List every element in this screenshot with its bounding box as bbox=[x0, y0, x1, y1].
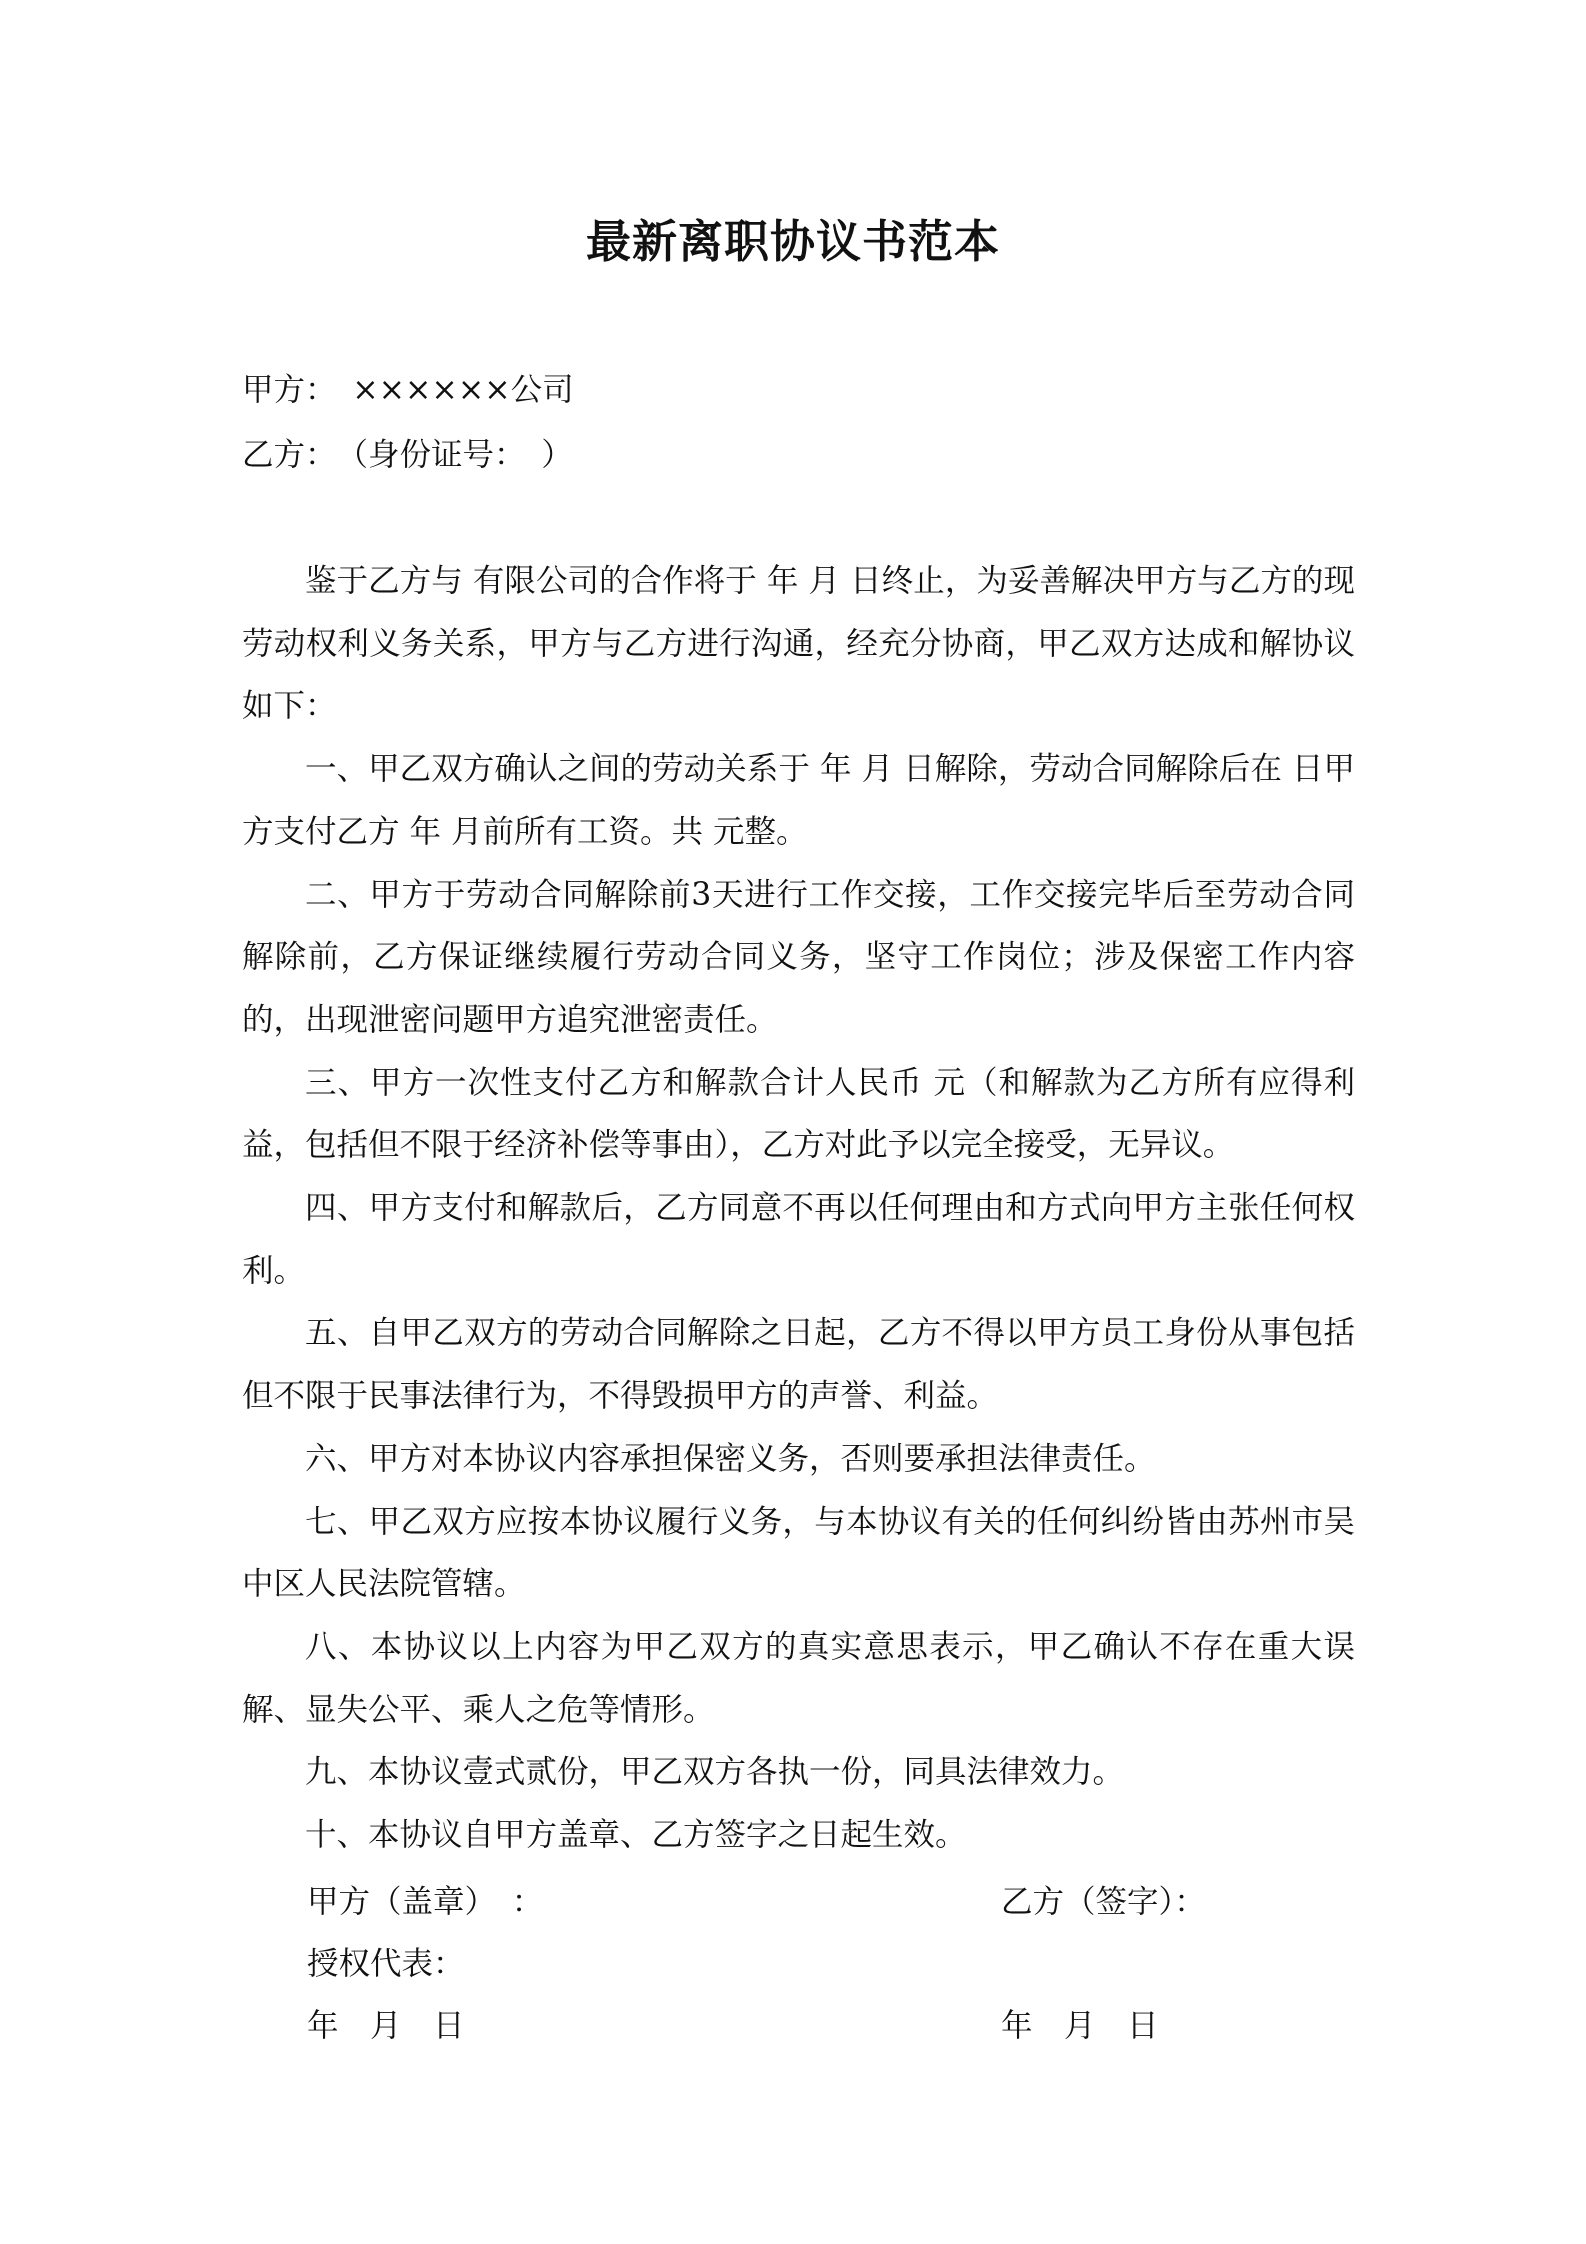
clause-10: 十、本协议自甲方盖章、乙方签字之日起生效。 bbox=[305, 1817, 967, 1854]
party-a-seal-label: 甲方（盖章） ： bbox=[307, 1884, 544, 1920]
clause-2: 二、甲方于劳动合同解除前3天进行工作交接，工作交接完毕后至劳动合同解除前，乙方保证继续履行劳动合同义务，坚守工作岗位；涉及保密工作内容的，出现泄密问题甲方追究泄密责任。 bbox=[242, 876, 1355, 1038]
clause-7: 七、甲乙双方应按本协议履行义务，与本协议有关的任何纠纷皆由苏州市吴中区人民法院管辖。 bbox=[242, 1503, 1355, 1603]
clause-5: 五、自甲乙双方的劳动合同解除之日起，乙方不得以甲方员工身份从事包括但不限于民事法律行为，不得毁损甲方的声誉、利益。 bbox=[242, 1315, 1355, 1415]
clause-1: 一、甲乙双方确认之间的劳动关系于 年 月 日解除，劳动合同解除后在 日甲方支付乙方 年 月前所有工资。共 元整。 bbox=[242, 751, 1355, 850]
clause-3: 三、甲方一次性支付乙方和解款合计人民币 元（和解款为乙方所有应得利益，包括但不限于经济补偿等事由），乙方对此予以完全接受，无异议。 bbox=[242, 1064, 1355, 1164]
clause-9: 九、本协议壹式贰份，甲乙双方各执一份，同具法律效力。 bbox=[305, 1754, 1125, 1791]
party-b-date: 年 月 日 bbox=[1001, 2008, 1159, 2044]
agreement-body bbox=[242, 550, 1355, 1867]
party-a-date: 年 月 日 bbox=[307, 2008, 465, 2044]
preamble-paragraph: 鉴于乙方与 有限公司的合作将于 年 月 日终止，为妥善解决甲方与乙方的现劳动权利义务关系，甲方与乙方进行沟通，经充分协商，甲乙双方达成和解协议如下： bbox=[242, 563, 1355, 725]
clause-8: 八、本协议以上内容为甲乙双方的真实意思表示，甲乙确认不存在重大误解、显失公平、乘人之危等情形。 bbox=[242, 1628, 1355, 1728]
document-title: 最新离职协议书范本 bbox=[585, 215, 1000, 268]
party-b-line: 乙方： （身份证号： ） bbox=[242, 437, 573, 473]
party-b-sign-label: 乙方（签字）： bbox=[1001, 1884, 1206, 1920]
clause-4: 四、甲方支付和解款后，乙方同意不再以任何理由和方式向甲方主张任何权利。 bbox=[242, 1190, 1355, 1289]
authorized-rep-label: 授权代表： bbox=[307, 1946, 465, 1982]
party-a-line: 甲方： ××××××公司 bbox=[242, 372, 574, 408]
clause-6: 六、甲方对本协议内容承担保密义务，否则要承担法律责任。 bbox=[305, 1440, 1156, 1477]
